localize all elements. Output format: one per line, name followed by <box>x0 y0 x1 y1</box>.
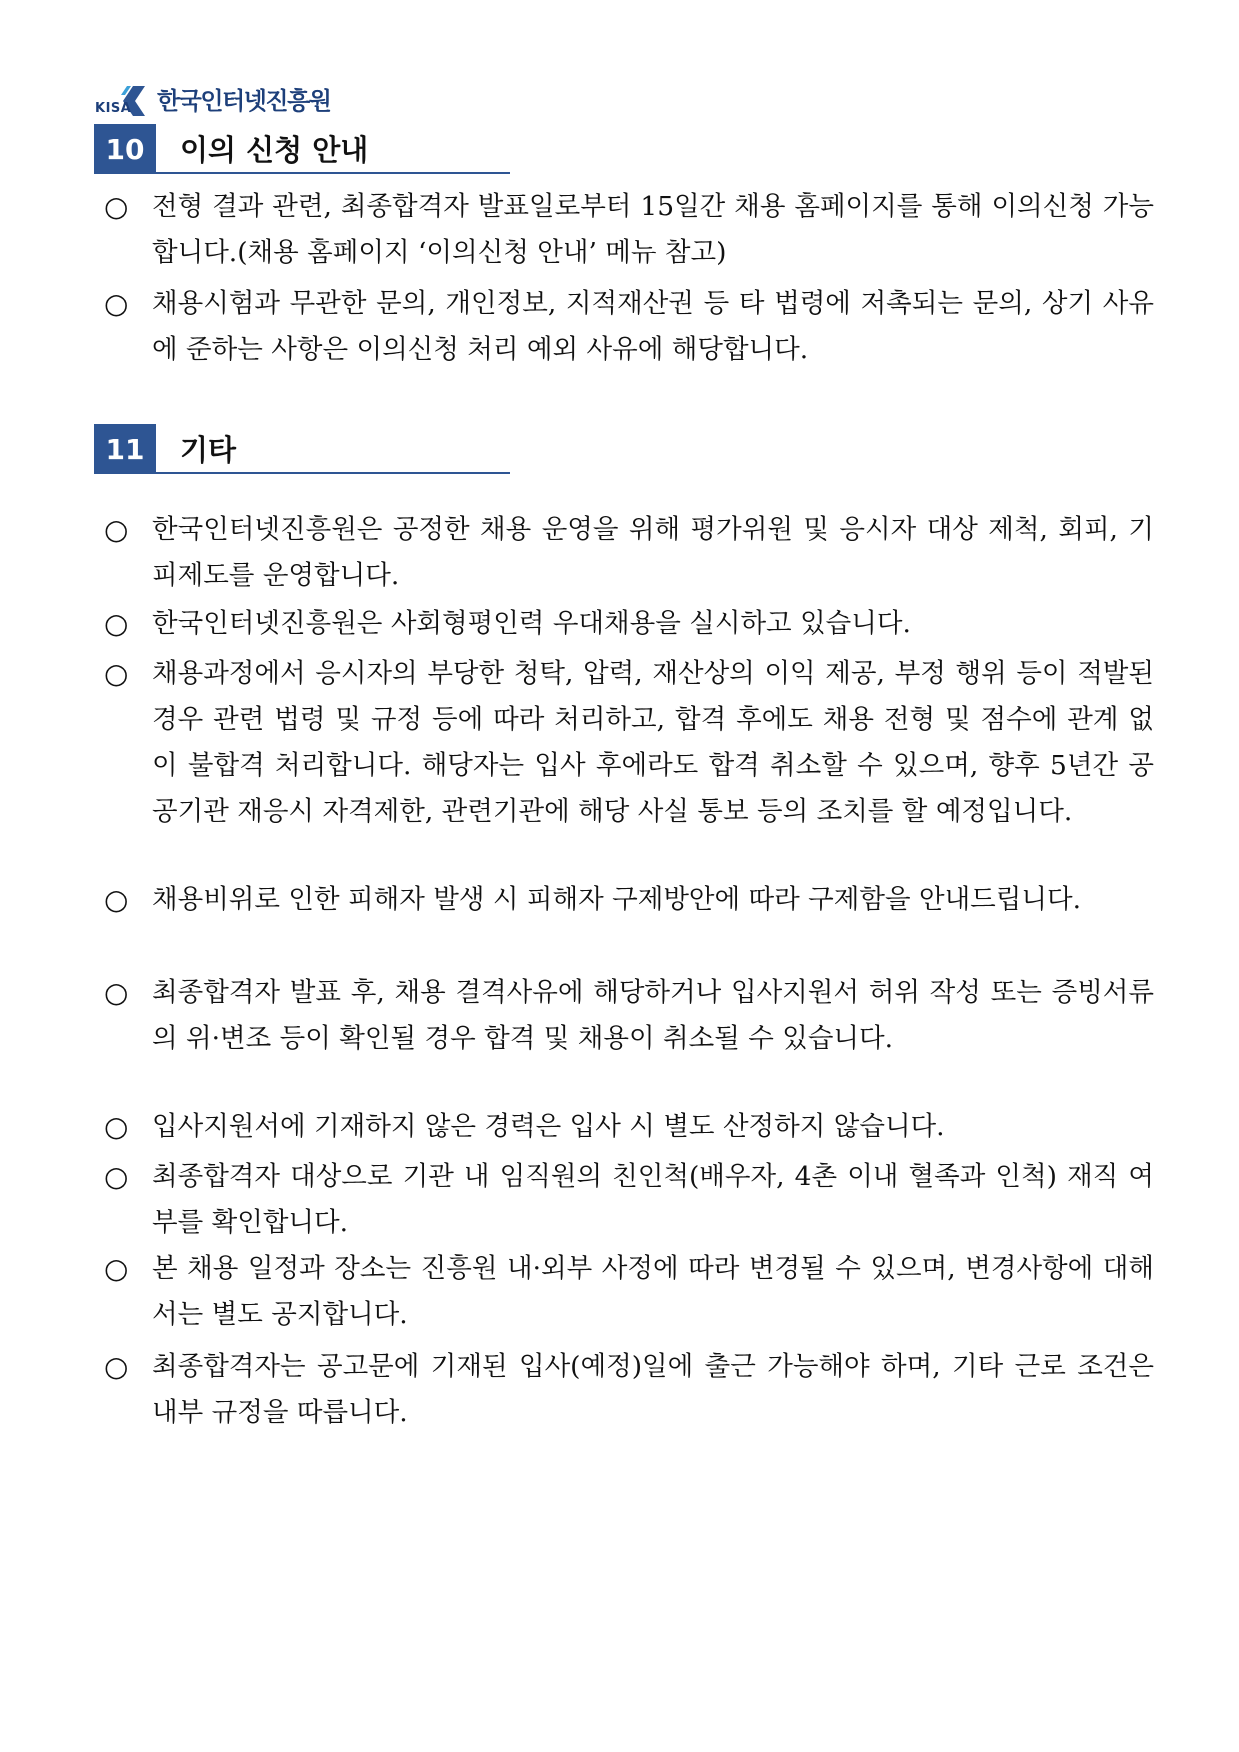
list-item <box>104 1246 1154 1338</box>
circle-bullet-icon: ○ <box>104 883 129 916</box>
list-item <box>104 184 1154 276</box>
list-item-text: 최종합격자 발표 후, 채용 결격사유에 해당하거나 입사지원서 허위 작성 또는 증빙서류의 위·변조 등이 확인될 경우 합격 및 채용이 취소될 수 있습니다. <box>152 977 1154 1054</box>
circle-bullet-icon: ○ <box>104 190 129 223</box>
kisa-logo-mark <box>95 82 153 116</box>
circle-bullet-icon: ○ <box>104 1110 129 1143</box>
list-item-text: 전형 결과 관련, 최종합격자 발표일로부터 15일간 채용 홈페이지를 통해 이의신청 가능합니다.(채용 홈페이지 ‘이의신청 안내’ 메뉴 참고) <box>152 191 1154 268</box>
list-item-text: 입사지원서에 기재하지 않은 경력은 입사 시 별도 산정하지 않습니다. <box>152 1111 945 1142</box>
section-number: 10 <box>94 124 156 174</box>
section-number: 11 <box>94 424 156 474</box>
circle-bullet-icon: ○ <box>104 607 129 640</box>
circle-bullet-icon: ○ <box>104 1252 129 1285</box>
section-header <box>94 124 510 174</box>
circle-bullet-icon: ○ <box>104 1160 129 1193</box>
list-item-text: 채용비위로 인한 피해자 발생 시 피해자 구제방안에 따라 구제함을 안내드립니다. <box>152 884 1082 915</box>
list-item <box>104 1104 1154 1150</box>
list-item <box>104 1344 1154 1436</box>
section-11 <box>94 424 510 474</box>
list-item <box>104 281 1154 373</box>
circle-bullet-icon: ○ <box>104 1350 129 1383</box>
list-item <box>104 970 1154 1062</box>
list-item-text: 채용시험과 무관한 문의, 개인정보, 지적재산권 등 타 법령에 저촉되는 문의, 상기 사유에 준하는 사항은 이의신청 처리 예외 사유에 해당합니다. <box>152 288 1154 365</box>
section-header <box>94 424 510 474</box>
circle-bullet-icon: ○ <box>104 513 129 546</box>
circle-bullet-icon: ○ <box>104 287 129 320</box>
kisa-logo <box>95 80 330 116</box>
list-item <box>104 1154 1154 1246</box>
list-item-text: 최종합격자는 공고문에 기재된 입사(예정)일에 출근 가능해야 하며, 기타 근로 조건은 내부 규정을 따릅니다. <box>152 1351 1154 1428</box>
logo-name: 한국인터넷진흥원 <box>157 87 331 115</box>
list-item-text: 한국인터넷진흥원은 공정한 채용 운영을 위해 평가위원 및 응시자 대상 제척, 회피, 기피제도를 운영합니다. <box>152 514 1154 591</box>
list-item-text: 한국인터넷진흥원은 사회형평인력 우대채용을 실시하고 있습니다. <box>152 608 911 639</box>
list-item <box>104 651 1154 835</box>
list-item-text: 채용과정에서 응시자의 부당한 청탁, 압력, 재산상의 이익 제공, 부정 행위 등이 적발된 경우 관련 법령 및 규정 등에 따라 처리하고, 합격 후에도 채용 전형 및 점수에 관계 없이 불합격 처리합니다. 해당자는 입사 후에라도 합격 취소할 수 있으며, 향후 5년간 공공기관 재응시 자격제한, 관련기관에 해당 사실 통보 등의 조치를 할 예정입니다. <box>152 658 1154 827</box>
list-item-text: 본 채용 일정과 장소는 진흥원 내·외부 사정에 따라 변경될 수 있으며, 변경사항에 대해서는 별도 공지합니다. <box>152 1253 1154 1330</box>
section-title: 기타 <box>156 424 510 474</box>
list-item <box>104 877 1154 923</box>
circle-bullet-icon: ○ <box>104 657 129 690</box>
section-title: 이의 신청 안내 <box>156 124 510 174</box>
logo-abbr: KISA <box>95 101 132 116</box>
list-item <box>104 601 1154 647</box>
list-item-text: 최종합격자 대상으로 기관 내 임직원의 친인척(배우자, 4촌 이내 혈족과 인척) 재직 여부를 확인합니다. <box>152 1161 1154 1238</box>
circle-bullet-icon: ○ <box>104 976 129 1009</box>
list-item <box>104 507 1154 599</box>
section-10 <box>94 124 510 174</box>
